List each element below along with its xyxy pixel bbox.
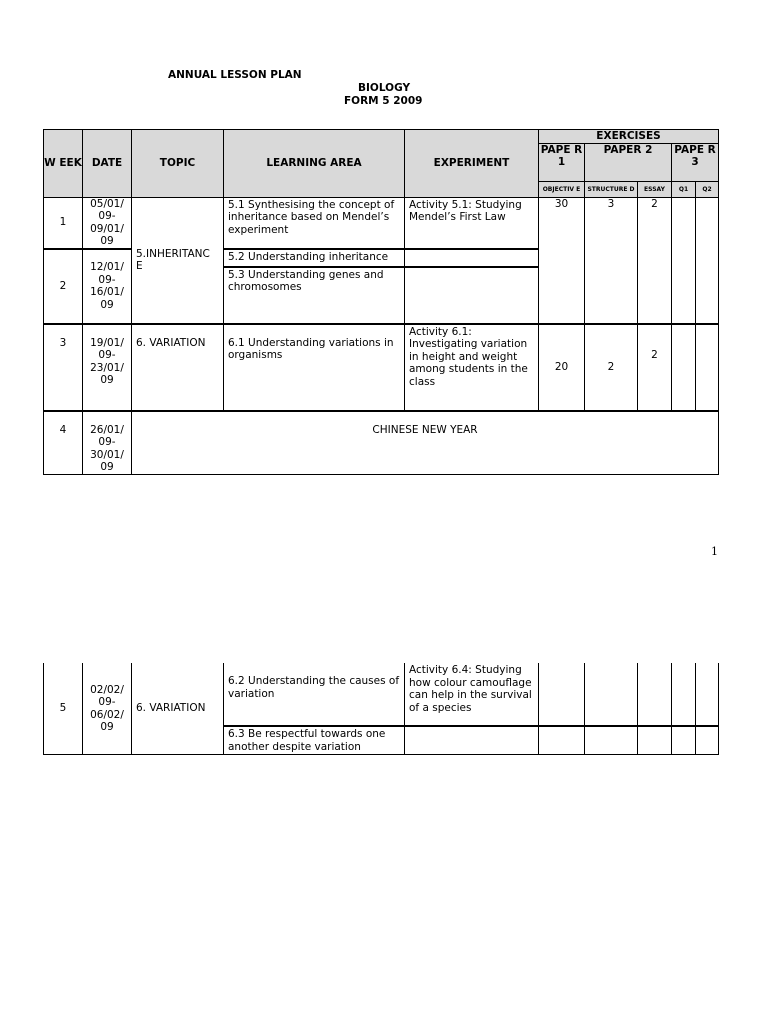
topic-cell: 6. VARIATION [132,324,224,411]
learning-area-text: Be respectful towards one another despite variation [228,728,386,753]
q2-cell [696,197,719,324]
date-cell: 05/01/ 09- 09/01/ 09 [83,197,132,249]
objective-cell: 20 [539,324,585,411]
objective-cell: 30 [539,197,585,324]
objective-cell [539,663,585,726]
learning-area-cell [224,197,405,249]
q1-cell [672,726,696,755]
table-row [44,663,719,726]
header-topic: TOPIC [132,130,224,198]
learning-area-cell [224,726,405,755]
learning-area-text: Understanding variations in organisms [228,336,394,361]
structured-cell [585,663,638,726]
experiment-cell: Activity 5.1: Studying Mendel’s First Law [405,197,539,249]
essay-cell [638,663,672,726]
experiment-cell: Activity 6.4: Studying how colour camouflage can help in the survival of a species [405,663,539,726]
header-learning-area: LEARNING AREA [224,130,405,198]
learning-area-number: 5.3 [228,268,245,281]
header-experiment: EXPERIMENT [405,130,539,198]
header-essay: ESSAY [638,181,672,197]
q2-cell [696,663,719,726]
header-paper-2: PAPER 2 [585,143,672,181]
header-q2: Q2 [696,181,719,197]
structured-cell: 3 [585,197,638,324]
q2-cell [696,726,719,755]
table-row [44,324,719,411]
week-cell: 1 [44,197,83,249]
experiment-cell: Activity 6.1: Investigating variation in height and weight among students in the class [405,324,539,411]
learning-area-cell [224,249,405,324]
q1-cell [672,324,696,411]
page-number: 1 [711,545,718,558]
date-cell: 12/01/ 09- 16/01/ 09 [83,249,132,324]
q1-cell [672,197,696,324]
essay-cell: 2 [638,324,672,411]
subject-title: BIOLOGY [358,82,411,94]
learning-area-number: 6.1 [228,336,245,349]
topic-cell: 6. VARIATION [132,663,224,755]
header-q1: Q1 [672,181,696,197]
learning-area-text: Synthesising the concept of inheritance based on Mendel’s experiment [228,198,395,236]
essay-cell: 2 [638,197,672,324]
learning-area-entry [224,268,404,295]
q2-cell [696,324,719,411]
learning-area-entry [224,250,404,268]
header-paper-3: PAPE R 3 [672,143,719,181]
document-title: ANNUAL LESSON PLAN [168,69,302,81]
header-exercises: EXERCISES [539,130,719,144]
experiment-cell [405,249,539,324]
date-cell: 26/01/ 09- 30/01/ 09 [83,411,132,475]
lesson-plan-table [43,129,719,475]
learning-area-text: Understanding inheritance [248,250,389,263]
experiment-divider [405,250,538,268]
learning-area-text: Understanding the causes of variation [228,675,400,700]
objective-cell [539,726,585,755]
learning-area-text: Understanding genes and chromosomes [228,268,384,293]
header-date: DATE [83,130,132,198]
lesson-plan-table-continued [43,663,719,755]
learning-area-cell [224,663,405,726]
learning-area-cell [224,324,405,411]
learning-area-number: 5.1 [228,198,245,211]
date-cell: 02/02/ 09- 06/02/ 09 [83,663,132,755]
essay-cell [638,726,672,755]
structured-cell [585,726,638,755]
header-paper-1: PAPE R 1 [539,143,585,181]
week-cell: 3 [44,324,83,411]
table-row [44,197,719,249]
structured-cell: 2 [585,324,638,411]
holiday-cell: CHINESE NEW YEAR [132,411,719,475]
header-week: W EEK [44,130,83,198]
q1-cell [672,663,696,726]
topic-cell: 5.INHERITANC E [132,197,224,324]
table-row [44,411,719,475]
week-cell: 5 [44,663,83,755]
header-structured: STRUCTURE D [585,181,638,197]
header-objective: OBJECTIV E [539,181,585,197]
form-year-title: FORM 5 2009 [344,95,423,107]
learning-area-number: 5.2 [228,250,245,263]
date-cell: 19/01/ 09- 23/01/ 09 [83,324,132,411]
learning-area-number: 6.3 [228,728,245,740]
learning-area-number: 6.2 [228,675,245,687]
week-cell: 2 [44,249,83,324]
experiment-cell [405,726,539,755]
week-cell: 4 [44,411,83,475]
